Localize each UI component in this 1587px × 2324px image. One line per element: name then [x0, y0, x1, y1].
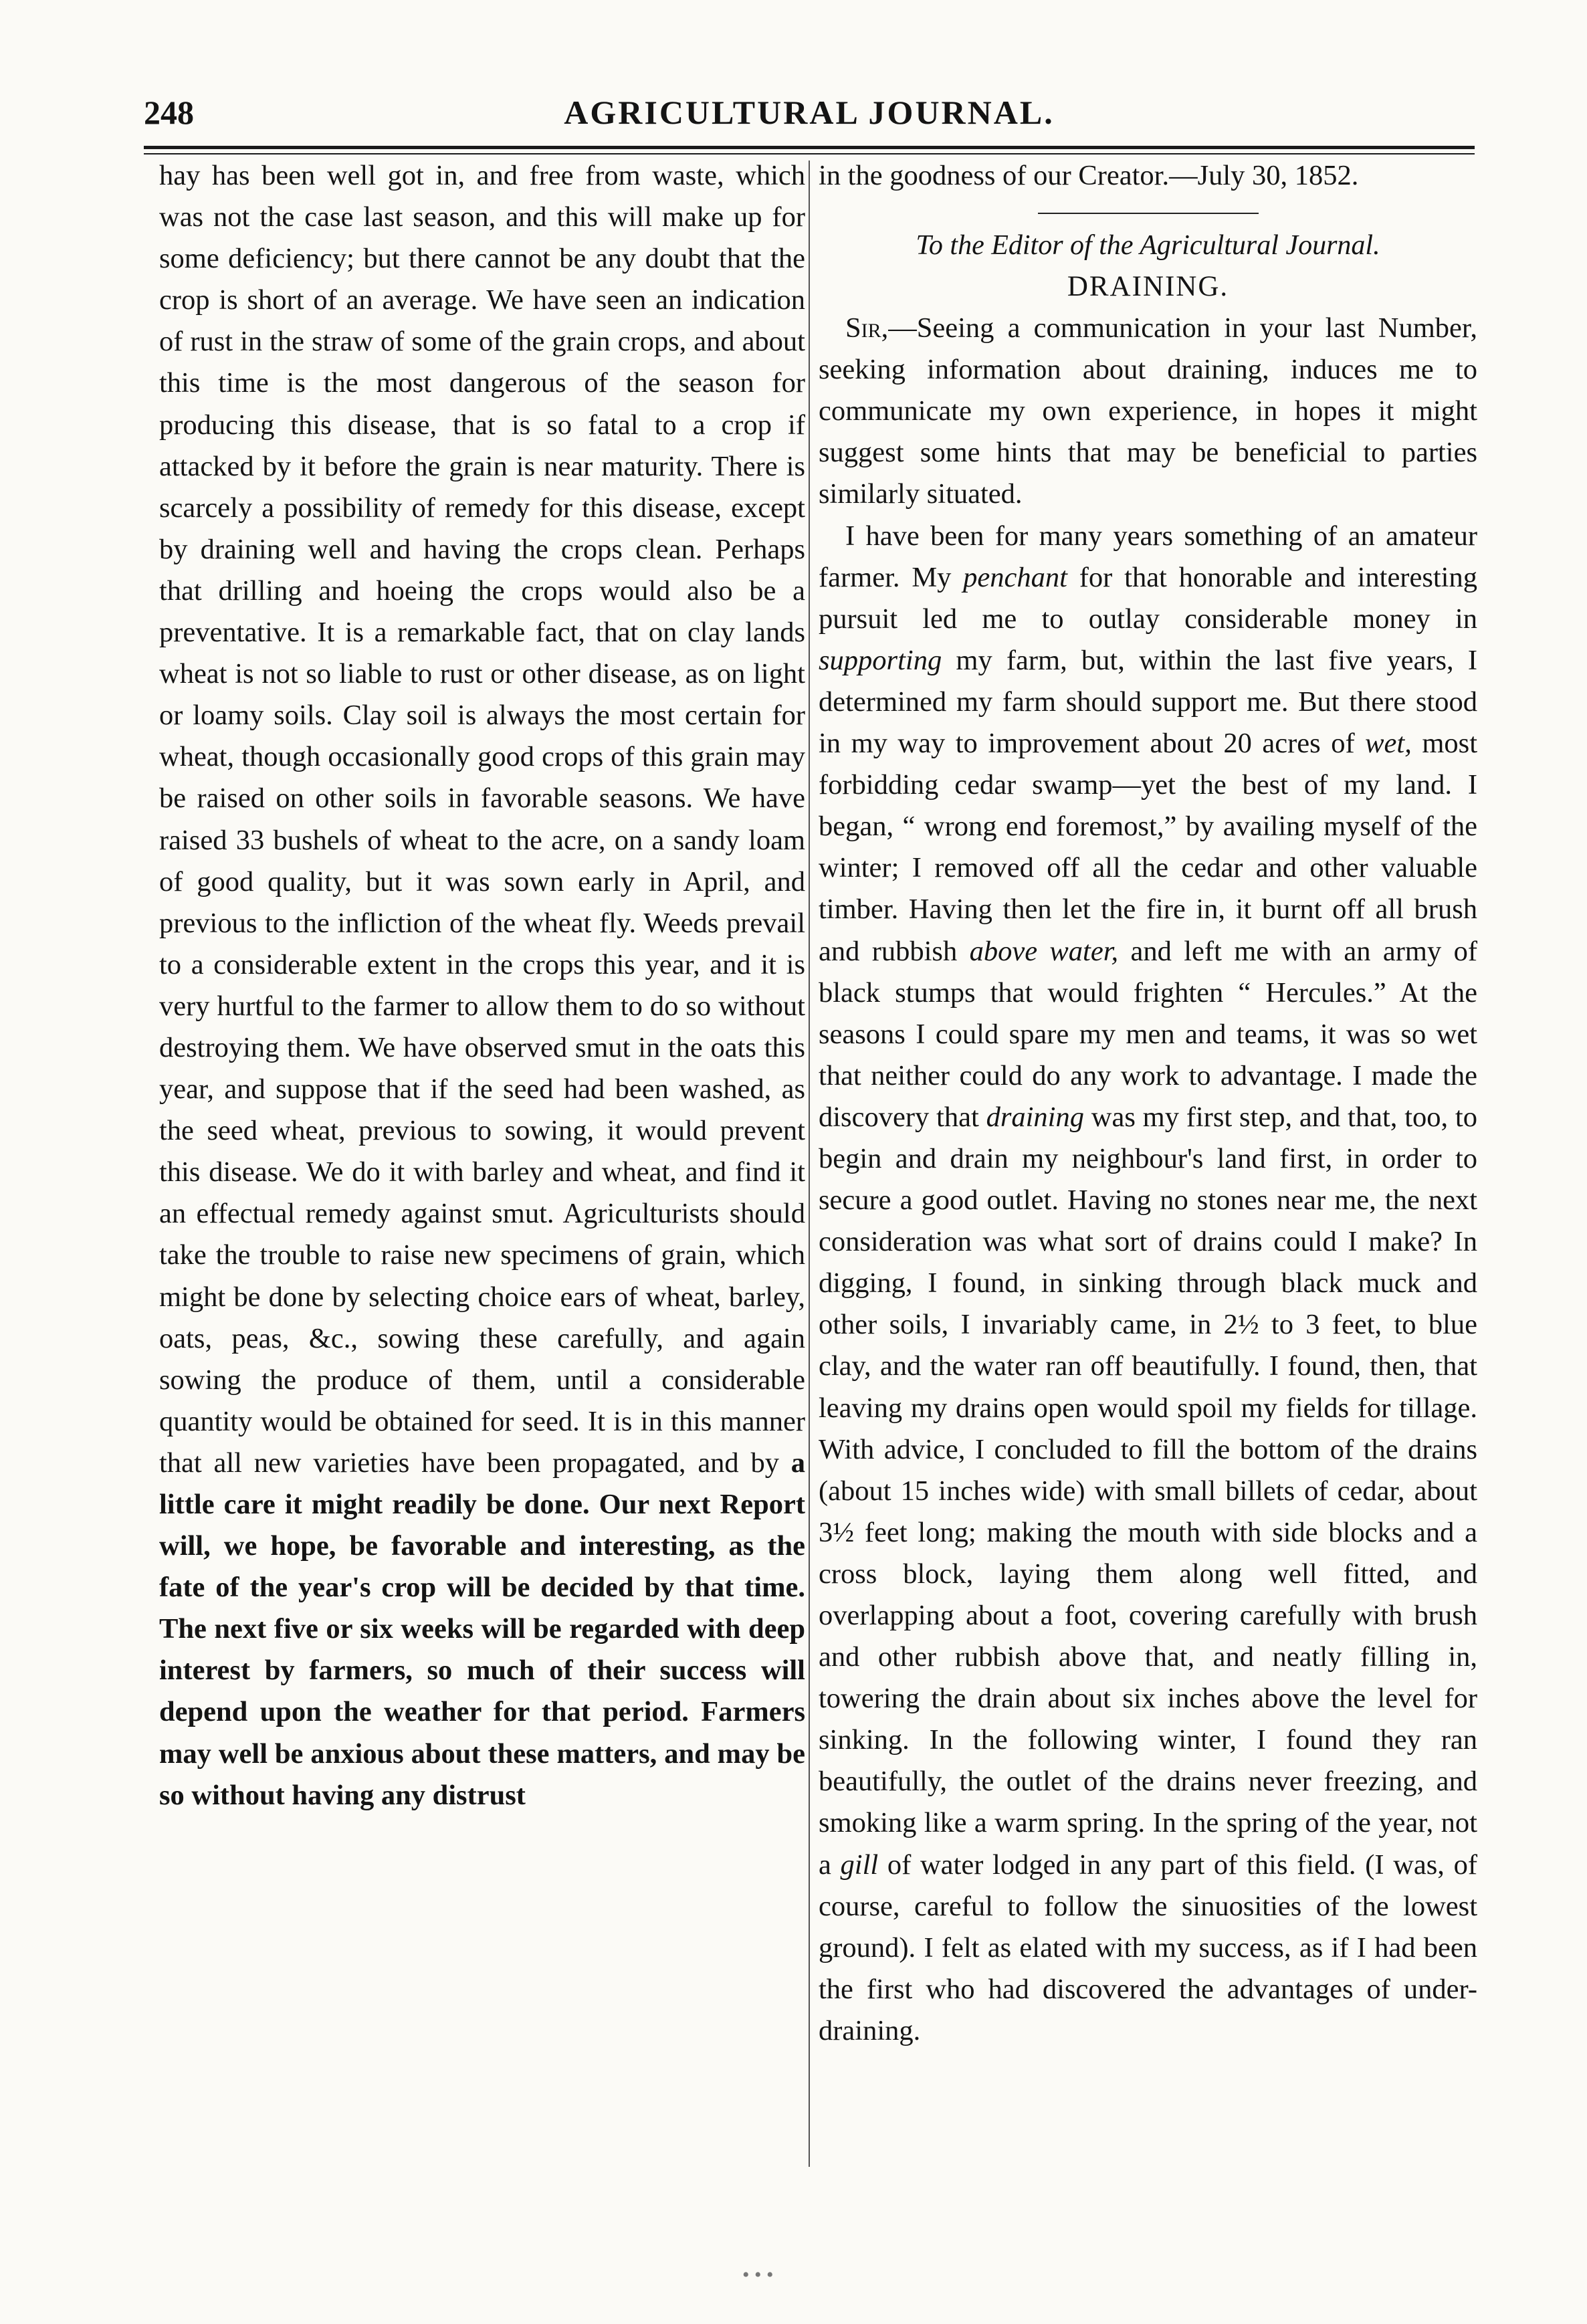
- paragraph-2-text-c: my farm, but, within the last five years, I determined my farm should support me. But there stood in my way to improvement about 20 acres of: [819, 644, 1477, 760]
- section-title: DRAINING.: [1067, 271, 1229, 303]
- italic-draining: draining: [986, 1101, 1084, 1133]
- paragraph-2-text-d: most forbidding cedar swamp—yet the best of my land. I began, “ wrong end foremost,” by availing myself of the winter; I removed off all the cedar and other valuable timber. Having then let the fire in, it burnt off all brush and rubbish: [819, 728, 1478, 967]
- right-column: [819, 155, 1477, 2052]
- paragraph-2-text-b: for that honorable and interesting pursuit led me to outlay considerable money in: [819, 561, 1477, 635]
- left-column-normal-text: hay has been well got in, and free from waste, which was not the case last season, and this will make up for some deficiency; but there cannot be any doubt that the crop is short of an average. We have seen an indication of rust in the straw of some of the grain crops, and about this time is the most dangerous of the season for producing this disease, that is so fatal to a crop if attacked by it before the grain is near maturity. There is scarcely a possibility of remedy for this disease, except by draining well and having the crops clean. Perhaps that drilling and hoeing the crops would also be a preventative. It is a remarkable fact, that on clay lands wheat is not so liable to rust or other disease, as on light or loamy soils. Clay soil is always the most certain for wheat, though occasionally good crops of this grain may be raised on other soils in favorable seasons. We have raised 33 bushels of wheat to the acre, on a sandy loam of good quality, but it was sown early in April, and previous to the infliction of the wheat fly. Weeds prevail to a considerable extent in the crops this year, and it is very hurtful to the farmer to allow them to do so without destroying them. We have observed smut in the oats this year, and suppose that if the seed had been washed, as the seed wheat, previous to sowing, it would prevent this disease. We do it with barley and wheat, and find it an effectual remedy against smut. Agriculturists should take the trouble to raise new specimens of grain, which might be done by selecting choice ears of wheat, barley, oats, peas, &c., sowing these carefully, and again sowing the produce of them, until a considerable quantity would be obtained for seed. It is in this manner that all new varieties have been propagated, and by: [159, 160, 805, 1479]
- header-rule-thin: [144, 153, 1475, 154]
- paragraph-2-text-g: of water lodged in any part of this field. (I was, of course, careful to follow the sinuosities of the lowest ground). I felt as elated with my success, as if I had been the first who had discovered the advantages of under-draining.: [819, 1848, 1477, 2046]
- column-divider: [809, 161, 810, 2167]
- letter-heading: To the Editor of the Agricultural Journal.: [916, 230, 1380, 261]
- italic-supporting: supporting: [819, 644, 942, 676]
- page-number: 248: [144, 94, 194, 131]
- left-column-text: [159, 155, 805, 1816]
- footer-mark: • • •: [742, 2264, 774, 2286]
- italic-wet: wet,: [1365, 728, 1412, 760]
- page-header: [144, 86, 1475, 139]
- paragraph-2-text-e: and left me with an army of black stumps that would frighten “ Hercules.” At the seasons I could spare my men and teams, it was so wet that neither could do any work to advantage. I made the discovery that: [819, 935, 1477, 1133]
- paragraph-1: [819, 308, 1477, 515]
- paragraph-2-text-f: was my first step, and that, too, to begin and drain my neighbour's land first, in order to secure a good outlet. Having no stones near me, the next consideration was what sort of drains could I make? In digging, I found, in sinking through black muck and other soils, I invariably came, in 2½ to 3 feet, to blue clay, and the water ran off beautifully. I found, then, that leaving my drains open would spoil my fields for tillage. With advice, I concluded to fill the bottom of the drains (about 15 inches wide) with small billets of cedar, about 3½ feet long; making the mouth with side blocks and a cross block, laying them along well fitted, and overlapping about a foot, covering carefully with brush and other rubbish above that, and neatly filling in, towering the drain about six inches above the level for sinking. In the following winter, I found they ran beautifully, the outlet of the drains never freezing, and smoking like a warm spring. In the spring of the year, not a: [819, 1101, 1477, 1881]
- italic-gill: gill: [840, 1848, 879, 1881]
- paragraph-2-text-a: I have been for many years something of an amateur farmer. My: [819, 520, 1477, 593]
- italic-penchant: penchant: [963, 561, 1067, 593]
- paragraph-2: [819, 516, 1477, 2052]
- italic-above-water: above water,: [969, 935, 1119, 967]
- running-title: AGRICULTURAL JOURNAL.: [564, 94, 1055, 131]
- header-rule-thick: [144, 146, 1475, 149]
- continuation-text: in the goodness of our Creator.—July 30, 1852.: [819, 160, 1359, 191]
- left-column: [159, 155, 805, 1816]
- section-separator: [1038, 213, 1259, 214]
- paragraph-1-text: —Seeing a communication in your last Number, seeking information about draining, induces me to communicate my own experience, in hopes it might suggest some hints that may be beneficial to parties similarly situated.: [819, 312, 1477, 510]
- salutation: Sir,: [845, 312, 889, 344]
- left-column-bold-text: a little care it might readily be done. Our next Report will, we hope, be favorable and interesting, as the fate of the year's crop will be decided by that time. The next five or six weeks will be regarded with deep interest by farmers, so much of their success will depend upon the weather for that period. Farmers may well be anxious about these matters, and may be so without having any distrust: [159, 1447, 805, 1811]
